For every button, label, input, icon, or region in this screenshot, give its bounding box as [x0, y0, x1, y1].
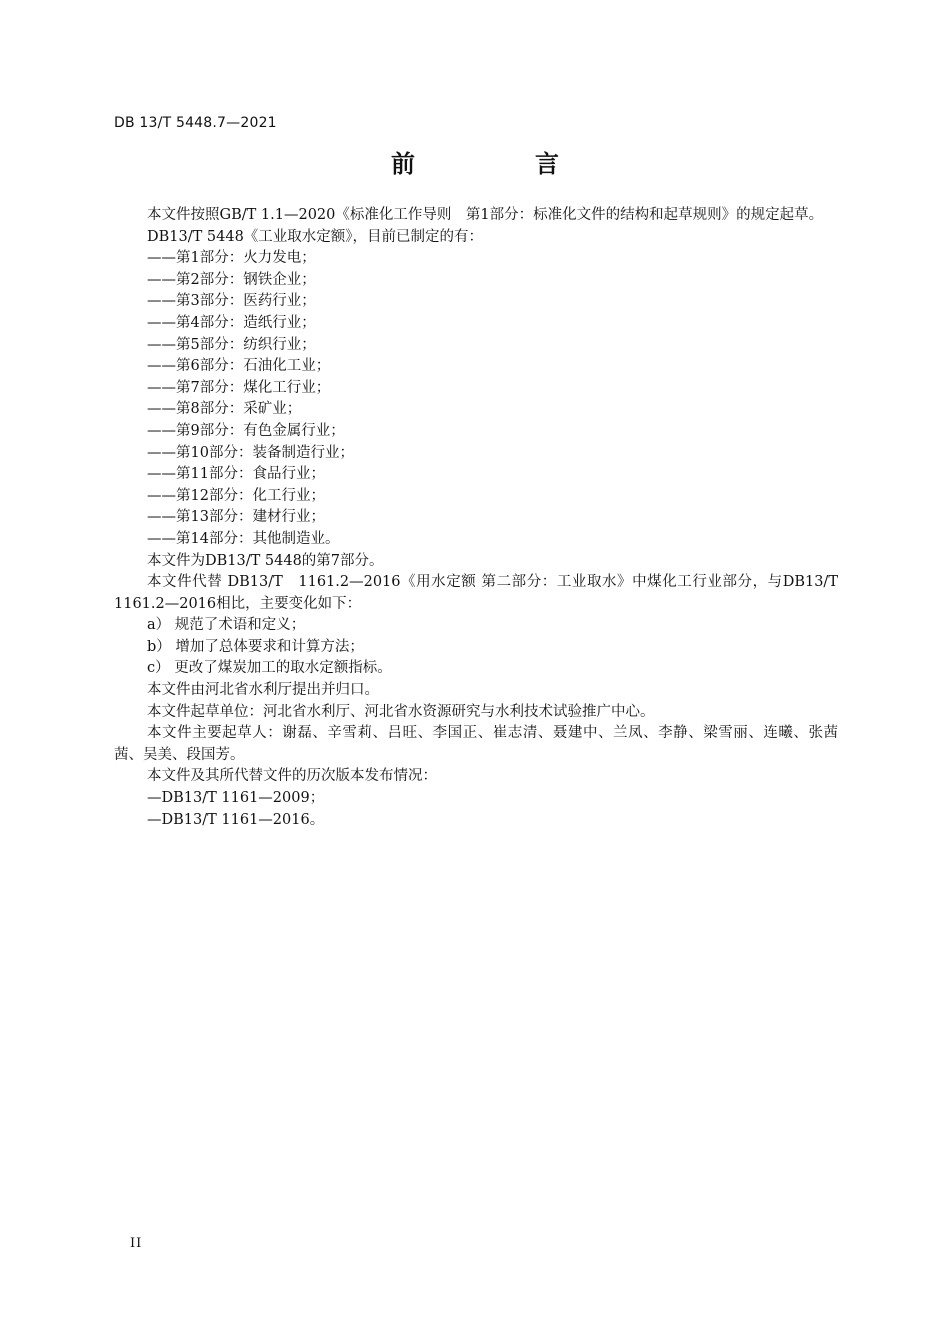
list-item-part: ——第11部分：食品行业； — [147, 466, 325, 483]
list-item-part: ——第2部分：钢铁企业； — [147, 271, 316, 288]
list-item-change: c） 更改了煤炭加工的取水定额指标。 — [147, 660, 392, 677]
section-title: 前 言 — [391, 150, 607, 178]
list-item-change: a） 规范了术语和定义； — [147, 617, 306, 634]
list-item-part: ——第5部分：纺织行业； — [147, 336, 316, 353]
list-item-part: ——第8部分：采矿业； — [147, 401, 302, 418]
list-item-history: —DB13/T 1161—2009； — [147, 790, 325, 807]
paragraph-replacement: 本文件代替 DB13/T 1161.2—2016《用水定额 第二部分：工业取水》中煤化工行业部分，与DB13/T 1161.2—2016相比，主要变化如下： — [114, 574, 838, 612]
page-number: II — [130, 1236, 143, 1251]
paragraph-part-number: 本文件为DB13/T 5448的第7部分。 — [147, 552, 384, 569]
paragraph-series-intro: DB13/T 5448《工业取水定额》，目前已制定的有： — [147, 228, 484, 245]
list-item-part: ——第6部分：石油化工业； — [147, 358, 331, 375]
list-item-part: ——第3部分：医药行业； — [147, 293, 316, 310]
list-item-part: ——第1部分：火力发电； — [147, 250, 316, 267]
list-item-history: —DB13/T 1161—2016。 — [147, 811, 325, 828]
paragraph-drafting-basis: 本文件按照GB/T 1.1—2020《标准化工作导则 第1部分：标准化文件的结构和起草规则》的规定起草。 — [147, 207, 824, 223]
list-item-part: ——第12部分：化工行业； — [147, 487, 325, 504]
document-code: DB 13/T 5448.7—2021 — [114, 115, 277, 131]
document-body — [114, 205, 838, 831]
list-item-part: ——第7部分：煤化工行业； — [147, 379, 331, 396]
paragraph-proposer: 本文件由河北省水利厅提出并归口。 — [147, 682, 379, 699]
paragraph-drafters: 本文件主要起草人：谢磊、辛雪莉、吕旺、李国正、崔志清、聂建中、兰凤、李静、梁雪丽、连曦、张茜茜、吴美、段国芳。 — [114, 725, 838, 763]
list-item-part: ——第13部分：建材行业； — [147, 509, 325, 526]
paragraph-history-intro: 本文件及其所代替文件的历次版本发布情况： — [147, 768, 437, 785]
list-item-change: b） 增加了总体要求和计算方法； — [147, 638, 364, 655]
list-item-part: ——第10部分：装备制造行业； — [147, 444, 354, 461]
list-item-part: ——第9部分：有色金属行业； — [147, 422, 345, 439]
paragraph-drafting-units: 本文件起草单位：河北省水利厅、河北省水资源研究与水利技术试验推广中心。 — [147, 703, 655, 720]
list-item-part: ——第14部分：其他制造业。 — [147, 530, 340, 547]
list-item-part: ——第4部分：造纸行业； — [147, 314, 316, 331]
